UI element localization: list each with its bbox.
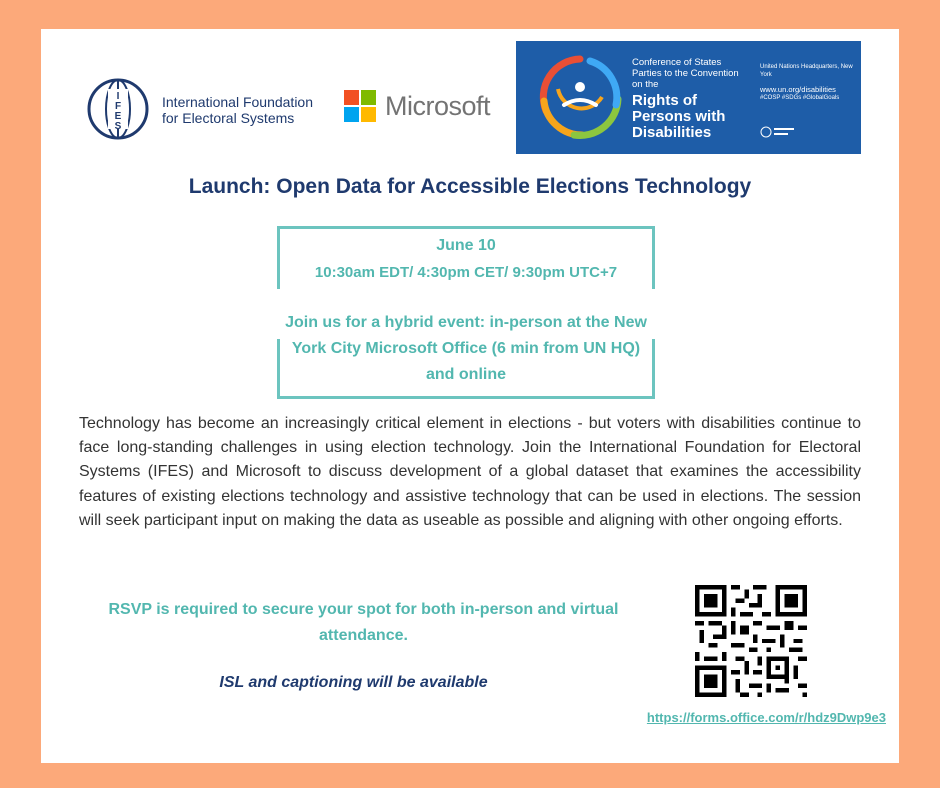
cosp-info xyxy=(760,63,855,102)
cosp-ring-logo-icon xyxy=(534,49,626,145)
rsvp-form-link[interactable]: https://forms.office.com/r/hdz9Dwp9e3 xyxy=(646,710,886,725)
isl-text: ISL and captioning will be available xyxy=(219,674,488,691)
cosp-tags: #COSP #SDGs #GlobalGoals xyxy=(760,95,840,101)
event-join-text: Join us for a hybrid event: in-person at the New York City Microsoft Office (6 min from UN HQ) and online xyxy=(285,314,647,383)
svg-text:I: I xyxy=(116,91,120,102)
event-description: Technology has become an increasingly critical element in elections - but voters with disabilities continue to face long-standing challenges in using election technology. Join the International Foundation for Electoral Systems (IFES) and Microsoft to discuss development of a global dataset that examines the accessibility features of existing elections technology and assistive technology that can be used in elections. The session will seek participant input on making the data as useable as possible and aligning with other ongoing efforts. xyxy=(79,415,861,529)
cosp-conference-text: Conference of States Parties to the Convention on the xyxy=(632,57,739,90)
cosp-rights-text: Rights of Persons with Disabilities xyxy=(632,92,726,141)
event-times: 10:30am EDT/ 4:30pm CET/ 9:30pm UTC+7 xyxy=(314,264,618,281)
cosp-banner xyxy=(516,41,861,154)
un-emblem-icon xyxy=(760,125,855,142)
qr-code-icon[interactable] xyxy=(695,585,807,697)
rsvp-text: RSVP is required to secure your spot for both in-person and virtual attendance. xyxy=(108,601,619,644)
ifes-globe-icon xyxy=(86,77,150,141)
ifes-line-2: for Electoral Systems xyxy=(162,110,295,126)
cosp-location: United Nations Headquarters, New York xyxy=(760,64,853,78)
cosp-url: www.un.org/disabilities xyxy=(760,85,836,94)
date-box xyxy=(277,226,655,289)
ifes-name xyxy=(162,94,313,126)
ifes-line-1: International Foundation xyxy=(162,94,313,110)
flyer-card xyxy=(41,29,899,763)
svg-text:E: E xyxy=(114,111,122,122)
svg-text:S: S xyxy=(114,121,122,132)
event-date: June 10 xyxy=(436,237,496,254)
microsoft-squares-icon xyxy=(344,90,376,122)
microsoft-wordmark: Microsoft xyxy=(385,91,491,121)
event-title: Launch: Open Data for Accessible Elections Technology xyxy=(188,175,752,198)
ifes-logo xyxy=(86,77,336,143)
microsoft-logo xyxy=(344,90,504,124)
svg-text:F: F xyxy=(114,101,122,112)
